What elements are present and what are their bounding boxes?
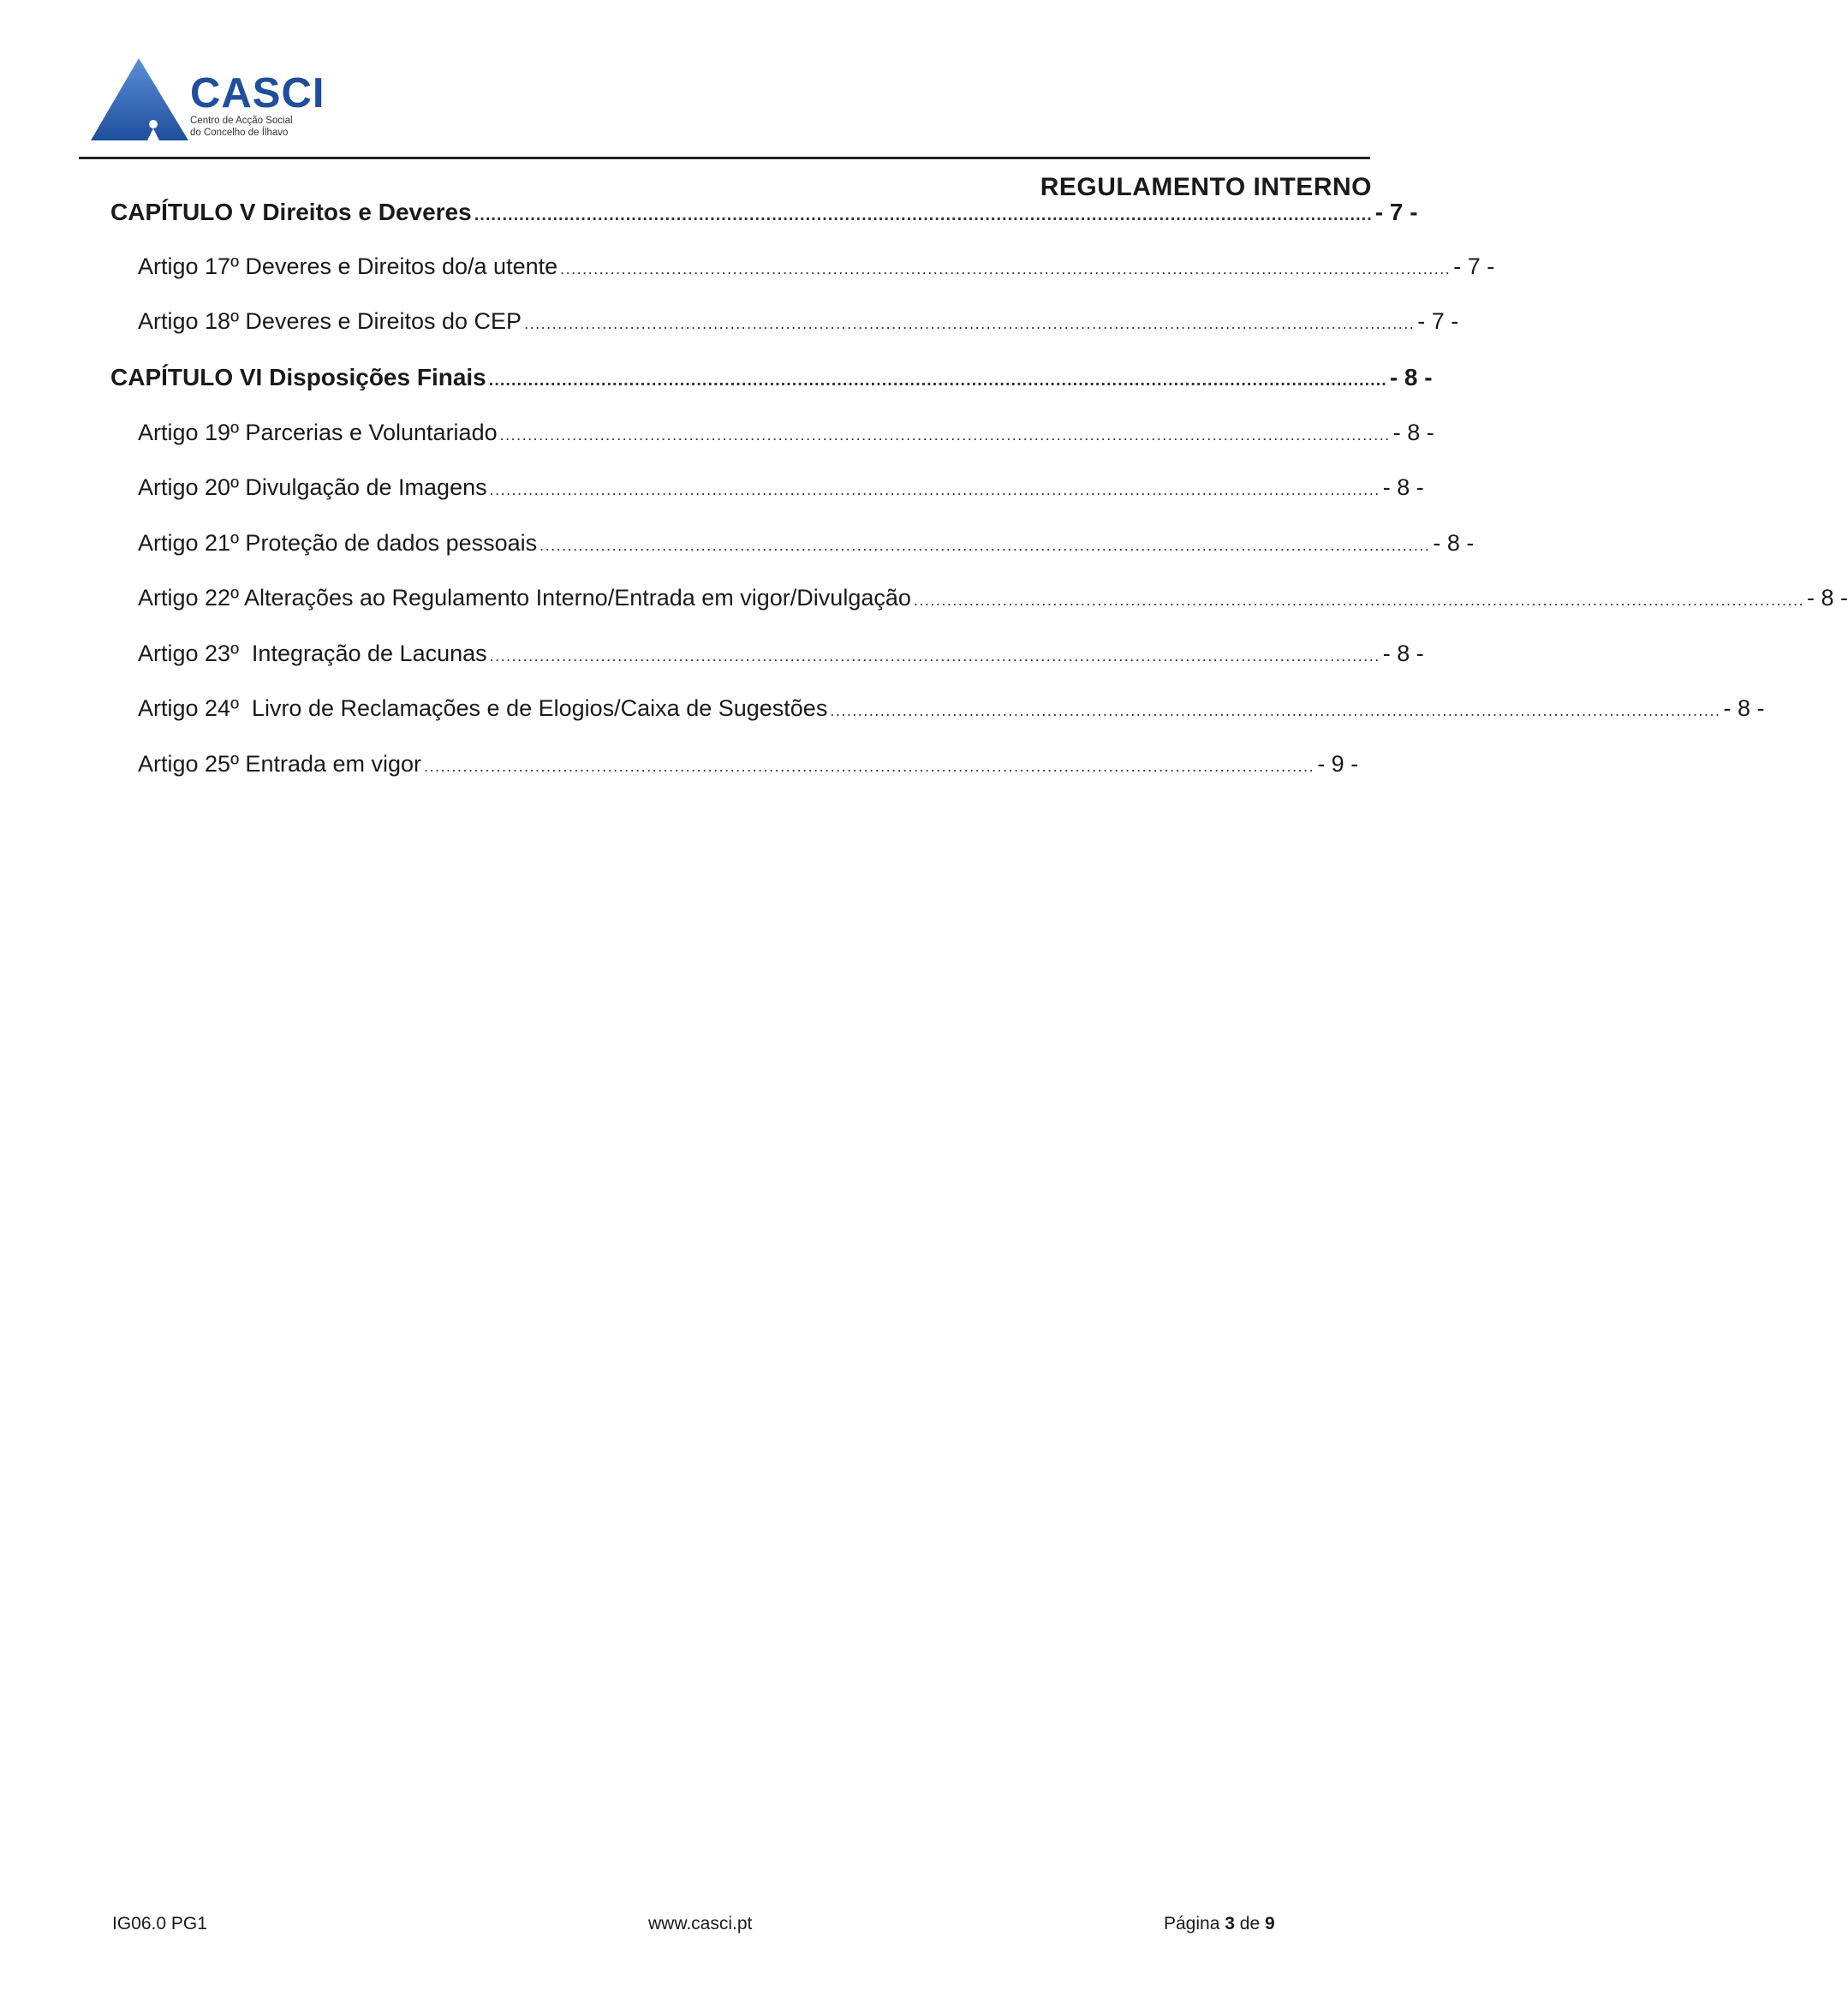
footer-website[interactable]: www.casci.pt [648,1914,753,1933]
toc-label: Artigo 20º Divulgação de Imagens [138,474,487,500]
toc-page-number: - 8 - [1382,474,1424,500]
footer-page-prefix: Página [1164,1914,1220,1933]
toc-label: Artigo 21º Proteção de dados pessoais [138,530,538,556]
document-title: REGULAMENTO INTERNO [1040,173,1372,201]
toc-label: CAPÍTULO VI Disposições Finais [110,364,486,390]
toc-page-number: - 9 - [1317,751,1359,777]
toc-label: Artigo 18º Deveres e Direitos do CEP [138,308,522,334]
footer-page-current: 3 [1225,1914,1235,1933]
toc-page-number: - 8 - [1433,530,1475,556]
toc-article-21[interactable] [138,530,1475,564]
toc-label: Artigo 22º Alterações ao Regulamento Interno/Entrada em vigor/Divulgação [138,585,911,611]
casci-logo [89,57,346,142]
toc-article-19[interactable] [138,420,1434,454]
toc-page-number: - 7 - [1417,308,1459,334]
footer-page-separator: de [1239,1914,1261,1933]
logo-subtitle-line1: Centro de Acção Social [190,116,293,126]
toc-leader-dots: ................................................................................................................................................................ [489,481,1380,498]
header-divider [79,157,1370,159]
toc-label: CAPÍTULO V Direitos e Deveres [110,199,472,225]
toc-label: Artigo 24º Livro de Reclamações e de Elogios/Caixa de Sugestões [138,695,828,721]
toc-leader-dots: ................................................................................................................................................................ [489,647,1380,664]
toc-leader-dots: ................................................................................................................................................................ [913,592,1805,609]
toc-chapter-v[interactable] [110,199,1418,233]
toc-article-24[interactable] [138,695,1765,730]
toc-page-number: - 8 - [1389,364,1433,390]
toc-leader-dots: ................................................................................................................................................................ [539,537,1431,554]
toc-label: Artigo 19º Parcerias e Voluntariado [138,420,498,445]
toc-label: Artigo 25º Entrada em vigor [138,751,422,777]
toc-page-number: - 8 - [1382,641,1424,666]
toc-leader-dots: ................................................................................................................................................................ [560,260,1452,277]
toc-article-25[interactable] [138,751,1359,785]
toc-chapter-vi[interactable] [110,364,1433,398]
logo-subtitle-line2: do Concelho de Ílhavo [190,128,289,138]
toc-label: Artigo 23º Integração de Lacunas [138,641,487,666]
toc-article-18[interactable] [138,308,1459,343]
toc-article-23[interactable] [138,641,1424,675]
toc-page-number: - 8 - [1807,585,1848,611]
casci-triangle-icon [89,57,192,142]
toc-article-22[interactable] [138,585,1848,619]
toc-leader-dots: ................................................................................................................................................................ [474,206,1373,224]
toc-page-number: - 7 - [1453,253,1495,279]
toc-article-17[interactable] [138,253,1495,288]
footer-page-total: 9 [1264,1914,1275,1933]
toc-label: Artigo 17º Deveres e Direitos do/a utente [138,253,558,279]
toc-leader-dots: ................................................................................................................................................................ [488,371,1387,390]
toc-page-number: - 7 - [1374,199,1418,225]
footer-doc-code: IG06.0 PG1 [112,1914,207,1933]
toc-page-number: - 8 - [1392,420,1434,445]
footer-page-counter [1164,1913,1275,1935]
toc-page-number: - 8 - [1723,695,1765,721]
toc-leader-dots: ................................................................................................................................................................ [499,426,1391,444]
logo-name: CASCI [190,70,325,116]
toc-leader-dots: ................................................................................................................................................................ [424,758,1315,775]
toc-article-20[interactable] [138,474,1424,509]
toc-leader-dots: ................................................................................................................................................................ [830,702,1721,719]
toc-leader-dots: ................................................................................................................................................................ [524,315,1416,332]
